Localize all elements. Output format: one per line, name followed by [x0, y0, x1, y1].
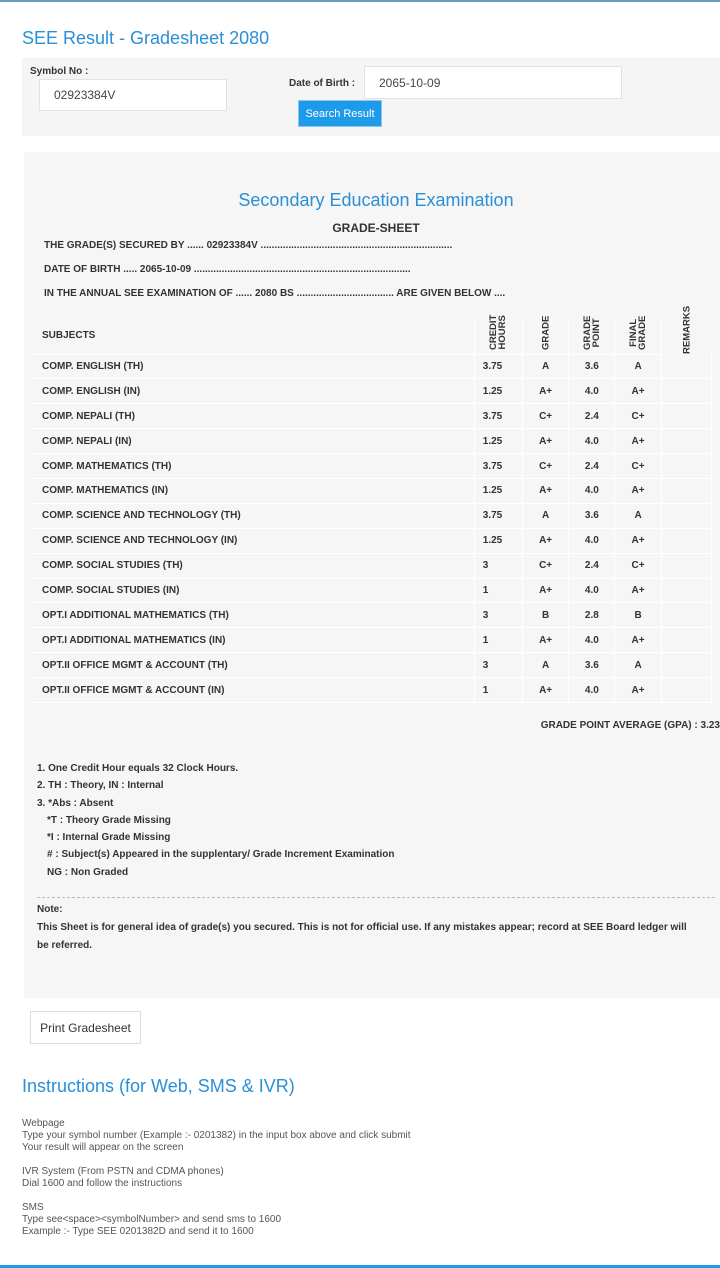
- cell-remarks: [661, 478, 711, 503]
- cell-point: 2.4: [569, 404, 615, 429]
- cell-point: 4.0: [569, 678, 615, 703]
- cell-grade: A+: [523, 578, 569, 603]
- divider: [37, 897, 715, 898]
- legend-notes: [37, 760, 395, 881]
- dob-line: DATE OF BIRTH ..... 2065-10-09 ..............................................................................: [44, 264, 411, 275]
- instructions: [22, 1118, 411, 1250]
- cell-remarks: [661, 653, 711, 678]
- table-row: [32, 678, 712, 703]
- cell-grade: A+: [523, 478, 569, 503]
- cell-grade: A+: [523, 628, 569, 653]
- cell-final: C+: [615, 454, 661, 479]
- cell-grade: A: [523, 503, 569, 528]
- cell-credit: 1.25: [474, 379, 522, 404]
- cell-subject: COMP. NEPALI (IN): [32, 429, 474, 454]
- cell-grade: B: [523, 603, 569, 628]
- col-remarks: REMARKS: [681, 305, 693, 354]
- instr-line: Example :- Type SEE 0201382D and send it to 1600: [22, 1226, 254, 1237]
- cell-subject: COMP. ENGLISH (TH): [32, 354, 474, 379]
- instructions-title: Instructions (for Web, SMS & IVR): [22, 1076, 295, 1096]
- instr-line: Your result will appear on the screen: [22, 1142, 184, 1153]
- search-form: [22, 58, 720, 136]
- instr-line: IVR System (From PSTN and CDMA phones): [22, 1166, 224, 1177]
- table-row: [32, 553, 712, 578]
- cell-credit: 1.25: [474, 478, 522, 503]
- cell-point: 2.4: [569, 553, 615, 578]
- cell-grade: A+: [523, 528, 569, 553]
- cell-point: 3.6: [569, 503, 615, 528]
- cell-subject: COMP. NEPALI (TH): [32, 404, 474, 429]
- cell-point: 2.8: [569, 603, 615, 628]
- cell-subject: OPT.I ADDITIONAL MATHEMATICS (TH): [32, 603, 474, 628]
- cell-point: 3.6: [569, 354, 615, 379]
- cell-credit: 3: [474, 603, 522, 628]
- cell-credit: 3.75: [474, 404, 522, 429]
- cell-subject: COMP. MATHEMATICS (TH): [32, 454, 474, 479]
- cell-remarks: [661, 553, 711, 578]
- symbol-input[interactable]: 02923384V: [39, 79, 227, 111]
- cell-credit: 1.25: [474, 528, 522, 553]
- instr-line: Type see<space><symbolNumber> and send sms to 1600: [22, 1214, 282, 1225]
- cell-credit: 3.75: [474, 354, 522, 379]
- cell-remarks: [661, 429, 711, 454]
- search-result-button[interactable]: Search Result: [298, 100, 382, 127]
- cell-final: A+: [615, 429, 661, 454]
- cell-subject: OPT.II OFFICE MGMT & ACCOUNT (TH): [32, 653, 474, 678]
- page-title: SEE Result - Gradesheet 2080: [22, 28, 270, 48]
- table-row: [32, 478, 712, 503]
- cell-final: A+: [615, 528, 661, 553]
- cell-point: 4.0: [569, 578, 615, 603]
- instr-line: Dial 1600 and follow the instructions: [22, 1178, 183, 1189]
- gradesheet: [24, 152, 720, 998]
- cell-grade: A+: [523, 429, 569, 454]
- cell-subject: OPT.II OFFICE MGMT & ACCOUNT (IN): [32, 678, 474, 703]
- col-grade-point: GRADE POINT: [569, 318, 615, 354]
- print-gradesheet-button[interactable]: Print Gradesheet: [30, 1011, 141, 1044]
- table-row: [32, 429, 712, 454]
- note-item: 3. *Abs : Absent: [37, 797, 114, 809]
- cell-remarks: [661, 454, 711, 479]
- cell-remarks: [661, 678, 711, 703]
- cell-subject: COMP. ENGLISH (IN): [32, 379, 474, 404]
- table-row: [32, 404, 712, 429]
- cell-remarks: [661, 528, 711, 553]
- table-row: [32, 628, 712, 653]
- cell-remarks: [661, 603, 711, 628]
- cell-final: A+: [615, 379, 661, 404]
- cell-remarks: [661, 404, 711, 429]
- table-row: [32, 454, 712, 479]
- col-final-grade: FINAL GRADE: [615, 318, 661, 354]
- col-credit-hours: CREDIT HOURS: [474, 318, 522, 354]
- note-item: 1. One Credit Hour equals 32 Clock Hours.: [37, 763, 239, 774]
- cell-subject: COMP. SCIENCE AND TECHNOLOGY (IN): [32, 528, 474, 553]
- table-row: [32, 578, 712, 603]
- cell-final: A: [615, 354, 661, 379]
- cell-point: 3.6: [569, 653, 615, 678]
- cell-final: A+: [615, 478, 661, 503]
- cell-final: A+: [615, 578, 661, 603]
- cell-point: 4.0: [569, 478, 615, 503]
- symbol-label: Symbol No :: [30, 66, 89, 77]
- note-item: # : Subject(s) Appeared in the supplentary/ Grade Increment Examination: [47, 849, 395, 861]
- note-item: *T : Theory Grade Missing: [47, 814, 171, 826]
- col-subjects: SUBJECTS: [32, 318, 474, 354]
- cell-grade: C+: [523, 404, 569, 429]
- col-grade: GRADE: [523, 318, 569, 354]
- instr-line: Webpage: [22, 1118, 65, 1129]
- cell-point: 2.4: [569, 454, 615, 479]
- cell-remarks: [661, 628, 711, 653]
- table-row: [32, 603, 712, 628]
- note-item: NG : Non Graded: [47, 866, 129, 878]
- cell-point: 4.0: [569, 379, 615, 404]
- cell-remarks: [661, 503, 711, 528]
- cell-credit: 1: [474, 628, 522, 653]
- cell-subject: COMP. SOCIAL STUDIES (TH): [32, 553, 474, 578]
- cell-subject: OPT.I ADDITIONAL MATHEMATICS (IN): [32, 628, 474, 653]
- cell-grade: C+: [523, 454, 569, 479]
- note-text: This Sheet is for general idea of grade(s) you secured. This is not for official use. If any mistakes appear; record at SEE Board ledger will be referred.: [37, 922, 687, 951]
- cell-final: B: [615, 603, 661, 628]
- table-row: [32, 379, 712, 404]
- cell-final: A+: [615, 678, 661, 703]
- cell-subject: COMP. MATHEMATICS (IN): [32, 478, 474, 503]
- table-row: [32, 503, 712, 528]
- grades-table: [32, 305, 712, 703]
- gpa: GRADE POINT AVERAGE (GPA) : 3.23: [540, 720, 720, 731]
- cell-grade: A+: [523, 379, 569, 404]
- cell-final: C+: [615, 553, 661, 578]
- note-title: Note:: [37, 904, 63, 915]
- instr-line: Type your symbol number (Example :- 0201382) in the input box above and click submit: [22, 1130, 411, 1141]
- cell-grade: A: [523, 354, 569, 379]
- dob-input[interactable]: 2065-10-09: [364, 66, 622, 99]
- table-row: [32, 354, 712, 379]
- cell-credit: 1: [474, 678, 522, 703]
- cell-remarks: [661, 354, 711, 379]
- disclaimer: [37, 901, 697, 955]
- cell-grade: A: [523, 653, 569, 678]
- cell-subject: COMP. SCIENCE AND TECHNOLOGY (TH): [32, 503, 474, 528]
- cell-credit: 3: [474, 553, 522, 578]
- cell-point: 4.0: [569, 429, 615, 454]
- cell-final: A: [615, 653, 661, 678]
- gradesheet-heading: GRADE-SHEET: [332, 221, 420, 235]
- note-item: 2. TH : Theory, IN : Internal: [37, 780, 164, 792]
- cell-grade: C+: [523, 553, 569, 578]
- table-row: [32, 528, 712, 553]
- cell-final: A+: [615, 628, 661, 653]
- table-row: [32, 653, 712, 678]
- cell-credit: 3.75: [474, 503, 522, 528]
- secured-by-line: THE GRADE(S) SECURED BY ...... 02923384V .....................................................................: [44, 240, 453, 251]
- cell-point: 4.0: [569, 628, 615, 653]
- dob-label: Date of Birth :: [289, 78, 356, 89]
- note-item: *I : Internal Grade Missing: [47, 832, 171, 844]
- cell-credit: 1.25: [474, 429, 522, 454]
- instr-line: SMS: [22, 1202, 44, 1213]
- cell-subject: COMP. SOCIAL STUDIES (IN): [32, 578, 474, 603]
- cell-remarks: [661, 379, 711, 404]
- cell-final: C+: [615, 404, 661, 429]
- exam-heading: Secondary Education Examination: [238, 190, 514, 210]
- cell-final: A: [615, 503, 661, 528]
- cell-point: 4.0: [569, 528, 615, 553]
- cell-credit: 3: [474, 653, 522, 678]
- cell-credit: 3.75: [474, 454, 522, 479]
- exam-line: IN THE ANNUAL SEE EXAMINATION OF ...... 2080 BS ................................... ARE GIVEN BELOW ....: [44, 288, 506, 299]
- cell-remarks: [661, 578, 711, 603]
- cell-grade: A+: [523, 678, 569, 703]
- cell-credit: 1: [474, 578, 522, 603]
